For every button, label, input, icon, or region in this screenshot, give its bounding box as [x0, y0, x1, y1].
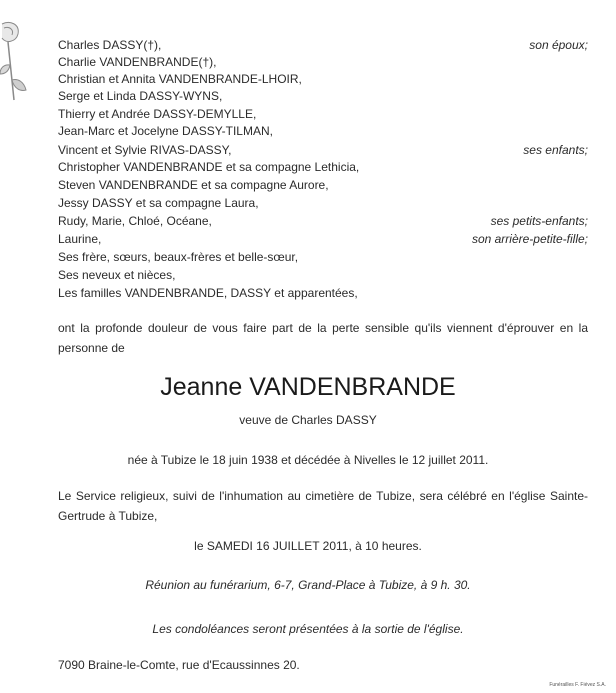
family-row	[58, 286, 588, 301]
service-text: Le Service religieux, suivi de l'inhumation au cimetière de Tubize, sera célébré en l'église Sainte-Gertrude à Tubize,	[58, 489, 588, 523]
family-name: Serge et Linda DASSY-WYNS,	[58, 89, 223, 103]
family-row	[58, 89, 588, 104]
family-name: Ses neveux et nièces,	[58, 268, 176, 282]
family-name: Charles DASSY(†),	[58, 38, 162, 52]
family-name: Les familles VANDENBRANDE, DASSY et apparentées,	[58, 286, 358, 300]
family-row	[58, 268, 588, 283]
family-row	[58, 214, 588, 229]
family-row	[58, 72, 588, 87]
family-row	[58, 178, 588, 193]
family-name: Jessy DASSY et sa compagne Laura,	[58, 196, 259, 210]
family-name: Laurine,	[58, 232, 102, 246]
family-role: son époux;	[529, 38, 588, 52]
family-name: Rudy, Marie, Chloé, Océane,	[58, 214, 212, 228]
announcement-text: ont la profonde douleur de vous faire part de la perte sensible qu'ils viennent d'éprouver en la personne de	[58, 321, 588, 355]
family-name: Ses frère, sœurs, beaux-frères et belle-sœur,	[58, 250, 299, 264]
family-row	[58, 232, 588, 247]
family-address: 7090 Braine-le-Comte, rue d'Ecaussinnes 20.	[58, 658, 300, 672]
family-row	[58, 124, 588, 139]
family-role: ses petits-enfants;	[490, 214, 588, 228]
family-name: Charlie VANDENBRANDE(†),	[58, 55, 217, 69]
family-name: Christian et Annita VANDENBRANDE-LHOIR,	[58, 72, 302, 86]
family-row	[58, 107, 588, 122]
family-row	[58, 55, 588, 70]
family-name: Vincent et Sylvie RIVAS-DASSY,	[58, 143, 232, 157]
family-row	[58, 160, 588, 175]
deceased-dates: née à Tubize le 18 juin 1938 et décédée à Nivelles le 12 juillet 2011.	[127, 453, 489, 467]
family-role: ses enfants;	[523, 143, 588, 157]
service-date: le SAMEDI 16 JUILLET 2011, à 10 heures.	[194, 539, 422, 553]
family-role: son arrière-petite-fille;	[471, 232, 588, 246]
printer-credit: Funérailles F. Fiévez S.A.	[549, 682, 606, 688]
family-row	[58, 250, 588, 265]
family-name: Jean-Marc et Jocelyne DASSY-TILMAN,	[58, 124, 273, 138]
family-name: Steven VANDENBRANDE et sa compagne Aurore,	[58, 178, 329, 192]
family-name: Thierry et Andrée DASSY-DEMYLLE,	[58, 107, 257, 121]
family-name: Christopher VANDENBRANDE et sa compagne Lethicia,	[58, 160, 360, 174]
rose-icon	[0, 20, 30, 130]
family-row	[58, 38, 588, 53]
family-row	[58, 196, 588, 211]
deceased-subtitle: veuve de Charles DASSY	[239, 413, 377, 427]
family-row	[58, 143, 588, 158]
condolences-text: Les condoléances seront présentées à la sortie de l'église.	[152, 622, 464, 636]
reunion-text: Réunion au funérarium, 6-7, Grand-Place à Tubize, à 9 h. 30.	[145, 578, 471, 592]
deceased-name: Jeanne VANDENBRANDE	[160, 373, 456, 401]
